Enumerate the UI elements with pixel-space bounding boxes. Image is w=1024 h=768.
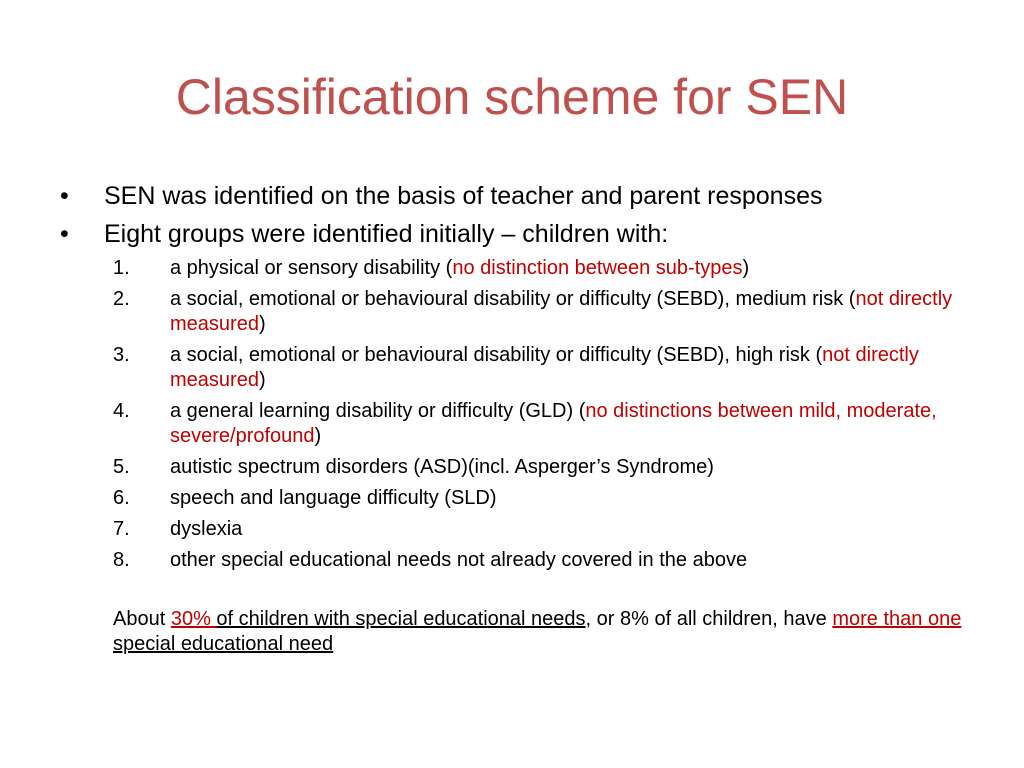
bullet-text: Eight groups were identified initially – children with: [104,220,669,248]
item-number: 1. [113,257,130,279]
item-text: a general learning disability or difficulty (GLD) (no distinctions between mild, moderate, severe/profound) [170,400,937,447]
list-item [113,517,983,542]
more-than-one-highlight: more than one [832,608,962,630]
list-item [113,287,983,337]
item-text: autistic spectrum disorders (ASD)(incl. Asperger’s Syndrome) [170,456,714,478]
list-item [113,548,983,573]
percent-highlight: 30% [170,608,217,630]
bullet-text: SEN was identified on the basis of teacher and parent responses [104,182,823,210]
item-number: 4. [113,400,130,422]
bullet-dot: • [60,220,69,248]
numbered-list [113,256,983,579]
list-item [113,455,983,480]
item-text: speech and language difficulty (SLD) [170,487,497,509]
list-item [113,486,983,511]
item-number: 7. [113,518,130,540]
list-item [113,256,983,281]
bullet-dot: • [60,182,69,210]
item-text: a social, emotional or behavioural disability or difficulty (SEBD), high risk (not directly measured) [170,344,919,391]
bullet-list [56,177,996,253]
item-text: a physical or sensory disability (no distinction between sub-types) [170,257,750,279]
item-number: 8. [113,549,130,571]
bullet-item [56,177,996,215]
list-item [113,343,983,393]
footer-note: About 30% of children with special educational needs, or 8% of all children, have more than one special educational need [113,608,962,655]
item-number: 2. [113,288,130,310]
page-title: Classification scheme for SEN [175,69,849,125]
item-text: other special educational needs not already covered in the above [170,549,748,571]
item-text: a social, emotional or behavioural disability or difficulty (SEBD), medium risk (not directly measured) [170,288,953,335]
item-number: 5. [113,456,130,478]
list-item [113,399,983,449]
item-text: dyslexia [170,518,243,540]
item-number: 6. [113,487,130,509]
bullet-item [56,215,996,253]
item-number: 3. [113,344,130,366]
